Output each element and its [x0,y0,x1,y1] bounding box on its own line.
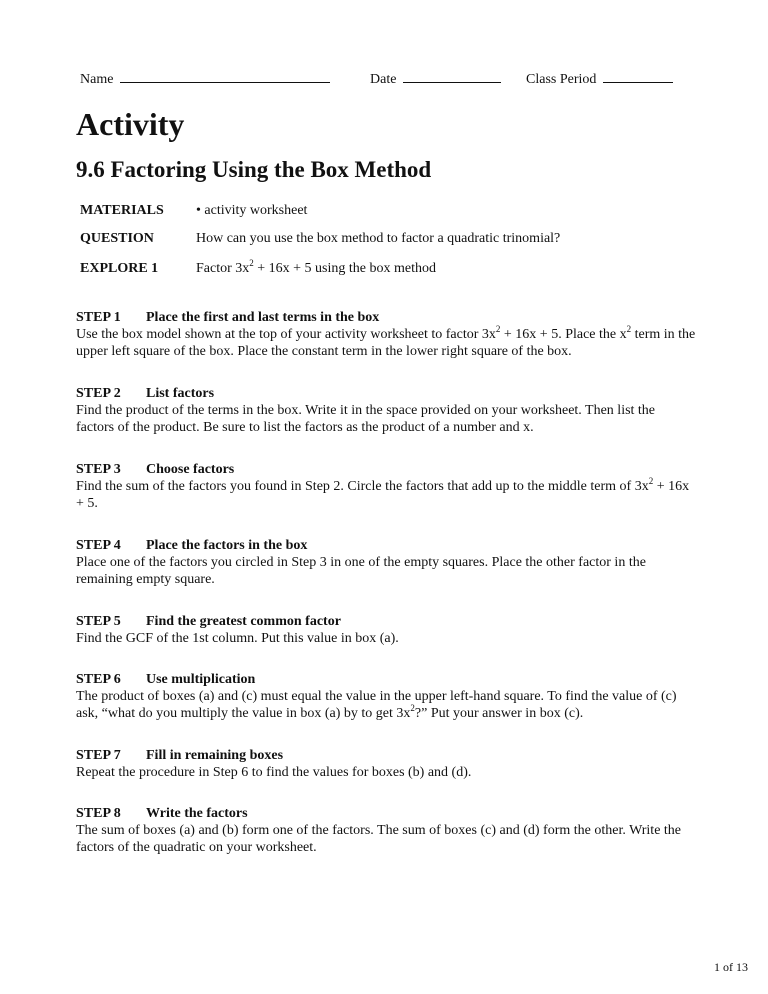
step-number: STEP 7 [76,748,121,763]
materials-label: MATERIALS [80,203,164,218]
step-title: Place the factors in the box [146,538,308,553]
explore-label: EXPLORE 1 [80,261,159,276]
step-title: Use multiplication [146,672,256,687]
class-period-field [526,70,673,88]
step-body: Find the GCF of the 1st column. Put this value in box (a). [76,631,399,646]
step-number: STEP 1 [76,310,121,325]
step-number: STEP 2 [76,386,121,401]
name-blank [120,70,330,83]
explore-value: Factor $3x^2 + 16x + 5$ using the box method [196,258,436,276]
name-field [80,70,330,88]
step-body: Find the sum of the factors you found in Step 2. Circle the factors that add up to the middle term of $3x^2 + 16x + 5$. [76,476,690,511]
step-number: STEP 3 [76,462,121,477]
question-value: How can you use the box method to factor a quadratic trinomial? [196,231,561,246]
date-blank [403,70,501,83]
step-body: Repeat the procedure in Step 6 to find the values for boxes (b) and (d). [76,765,472,780]
step-7 [76,747,696,781]
step-title: Place the first and last terms in the box [146,310,380,325]
step-body: Find the product of the terms in the box. Write it in the space provided on your worksheet. Then list the factors of the product. Be sure to list the factors as the product of a number and x. [76,403,656,435]
step-body: Place one of the factors you circled in Step 3 in one of the empty squares. Place the other factor in the remaining empty square. [76,555,646,587]
step-5 [76,613,696,647]
step-4 [76,537,696,588]
step-body: The product of boxes (a) and (c) must equal the value in the upper left-hand square. To find the value of (c) ask, “what do you multiply the value in box (a) by to get $3x^2$?” Put your answer in box (c). [76,689,677,721]
section-title: 9.6 Factoring Using the Box Method [76,157,432,182]
step-6 [76,671,696,722]
step-1 [76,309,696,360]
step-body: The sum of boxes (a) and (b) form one of the factors. The sum of boxes (c) and (d) form the other. Write the factors of the quadratic on your worksheet. [76,823,682,855]
step-number: STEP 4 [76,538,121,553]
class-period-label: Class Period [526,72,597,87]
page-number: 1 of 13 [714,960,748,974]
name-label: Name [80,72,114,87]
step-title: Fill in remaining boxes [146,748,284,763]
step-2 [76,385,696,436]
activity-heading: Activity [76,106,185,142]
step-8 [76,805,696,856]
question-label: QUESTION [80,231,154,246]
step-3 [76,461,696,512]
step-number: STEP 8 [76,806,121,821]
step-title: Find the greatest common factor [146,614,341,629]
materials-value: • activity worksheet [196,203,308,218]
step-title: List factors [146,386,215,401]
step-number: STEP 6 [76,672,121,687]
step-number: STEP 5 [76,614,121,629]
step-title: Choose factors [146,462,235,477]
date-field [370,70,501,88]
date-label: Date [370,72,397,87]
step-title: Write the factors [146,806,248,821]
step-body: Use the box model shown at the top of your activity worksheet to factor $3x^2 + 16x + 5$. Place the $x^2$ term in the upper left square of the box. Place the constant term in the lower right square of the box. [76,324,696,359]
class-period-blank [603,70,673,83]
